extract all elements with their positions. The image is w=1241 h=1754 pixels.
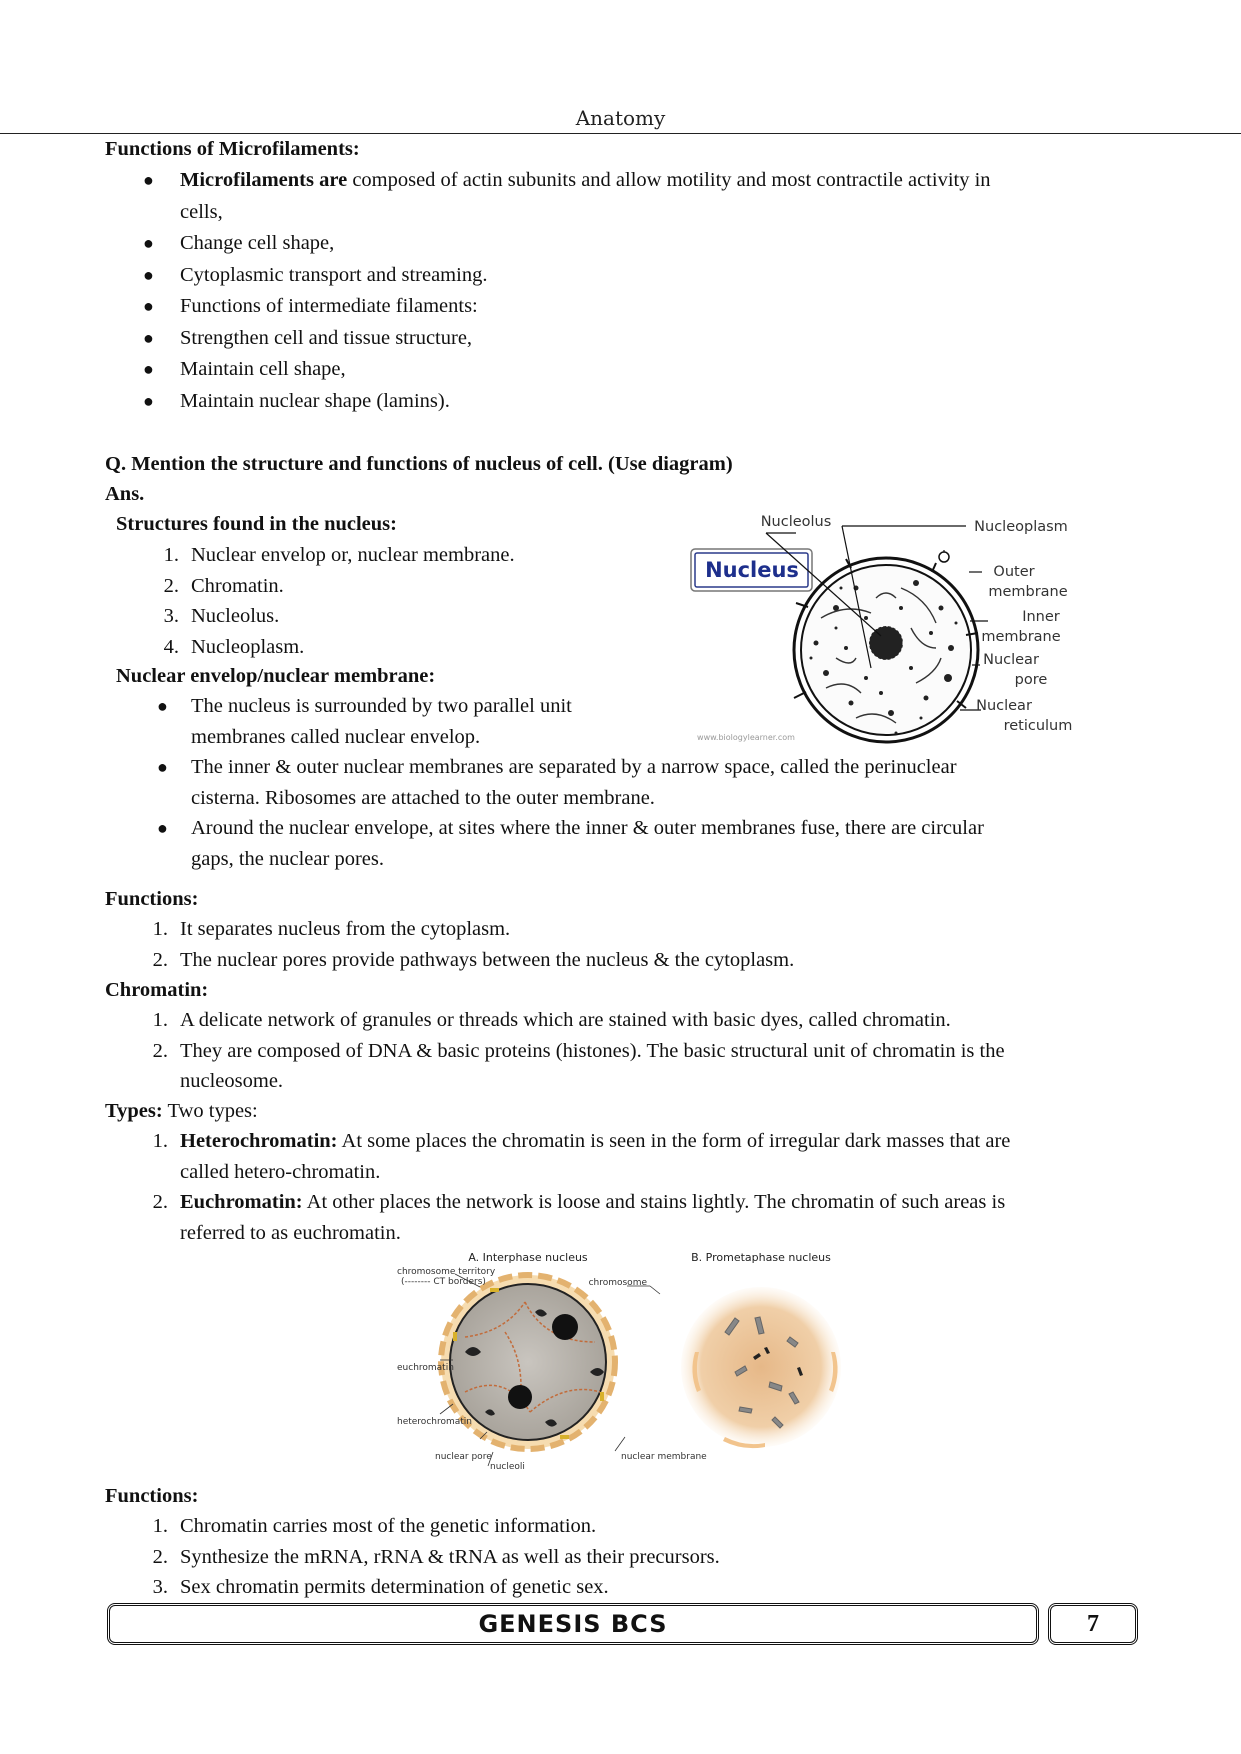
- list-item-text: A delicate network of granules or threads which are stained with basic dyes, called chromatin.: [180, 1009, 951, 1031]
- list-item-text: nucleosome.: [180, 1070, 284, 1092]
- list-item-text: Functions of intermediate filaments:: [180, 295, 478, 317]
- list-item-text: Maintain nuclear shape (lamins).: [180, 389, 450, 412]
- chromatin-heading: Chromatin:: [105, 979, 209, 1001]
- list-item-text: cisterna. Ribosomes are attached to the outer membrane.: [191, 786, 655, 809]
- list-item: 1. It separates nucleus from the cytoplasm.: [152, 918, 511, 940]
- list-item-text: It separates nucleus from the cytoplasm.: [180, 918, 511, 940]
- list-item: ● The nucleus is surrounded by two parallel unit: [157, 695, 572, 717]
- list-item: 1. Chromatin carries most of the genetic information.: [152, 1515, 597, 1537]
- list-item-text: Around the nuclear envelope, at sites where the inner & outer membranes fuse, there are circular: [191, 817, 984, 839]
- list-item-text: The nucleus is surrounded by two parallel unit: [191, 695, 572, 717]
- list-item: 2. The nuclear pores provide pathways between the nucleus & the cytoplasm.: [152, 948, 795, 971]
- label-nuclear-pore: nuclear pore: [435, 1452, 492, 1462]
- label-nucleoplasm: Nucleoplasm: [974, 519, 1068, 535]
- functions-list: [152, 1511, 720, 1603]
- list-item-text: Nuclear envelop or, nuclear membrane.: [191, 544, 515, 566]
- nucleolus-shape: [552, 1314, 578, 1340]
- structures-heading: Structures found in the nucleus:: [116, 513, 397, 535]
- title-prometaphase: B. Prometaphase nucleus: [691, 1251, 831, 1264]
- list-item-text: referred to as euchromatin.: [180, 1221, 401, 1244]
- prometaphase-nucleus: [681, 1287, 841, 1448]
- list-item: 3. Nucleolus.: [163, 605, 280, 627]
- list-item: ● Maintain cell shape,: [143, 358, 346, 380]
- structures-list: [163, 540, 515, 662]
- list-item: 2. Chromatin.: [163, 574, 284, 597]
- list-item-text: membranes called nuclear envelop.: [191, 725, 481, 748]
- list-item-text: Chromatin.: [191, 574, 284, 597]
- label-heterochromatin: heterochromatin: [397, 1417, 472, 1427]
- list-item-text: The inner & outer nuclear membranes are separated by a narrow space, called the perinuclear: [191, 756, 957, 778]
- list-item: ● Cytoplasmic transport and streaming.: [143, 263, 488, 286]
- list-item-continuation: [191, 844, 984, 875]
- running-header: Anatomy: [575, 106, 666, 130]
- label-nucleoli: nucleoli: [490, 1462, 525, 1472]
- types-heading: Types:: [105, 1100, 163, 1122]
- label-nuclear: Nuclear: [983, 652, 1039, 668]
- bold-lead: Microfilaments are: [180, 169, 348, 191]
- microfilaments-heading: Functions of Microfilaments:: [105, 138, 360, 160]
- label-nuclear-reticulum-1: Nuclear: [976, 698, 1032, 714]
- list-item-text: At some places the chromatin is seen in the form of irregular dark masses that are: [337, 1130, 1011, 1152]
- list-item: 4. Nucleoplasm.: [163, 635, 305, 658]
- functions-heading: Functions:: [105, 888, 199, 910]
- chromatin-diagram: [395, 1242, 855, 1474]
- page-number: 7: [1048, 1603, 1138, 1645]
- list-item-text: Cytoplasmic transport and streaming.: [180, 263, 488, 286]
- list-item-continuation: [180, 197, 991, 229]
- label-ct-borders: (-------- CT borders): [401, 1277, 486, 1287]
- label-nuclear-membrane: nuclear membrane: [621, 1452, 707, 1462]
- list-item-text: cells,: [180, 200, 223, 223]
- list-item-text: Change cell shape,: [180, 232, 335, 254]
- label-chromosome: chromosome: [588, 1278, 647, 1288]
- list-item: ● The inner & outer nuclear membranes are separated by a narrow space, called the perinuclear: [157, 756, 957, 778]
- list-item: ● Functions of intermediate filaments:: [143, 295, 478, 317]
- nucleus-title: Nucleus: [705, 558, 799, 582]
- list-item: ● Maintain nuclear shape (lamins).: [143, 389, 450, 412]
- nucleus-diagram: [686, 508, 1086, 744]
- title-interphase: A. Interphase nucleus: [468, 1251, 588, 1264]
- types-line: [105, 1096, 258, 1126]
- list-item-text: called hetero-chromatin.: [180, 1160, 381, 1183]
- list-item: ● Around the nuclear envelope, at sites where the inner & outer membranes fuse, there are circular: [157, 817, 984, 839]
- microfilaments-list: [143, 165, 991, 417]
- label-euchromatin: euchromatin: [397, 1363, 454, 1373]
- list-item-text: composed of actin subunits and allow motility and most contractile activity in: [347, 169, 991, 191]
- nucleus-drawing: [794, 552, 978, 742]
- list-item-continuation: [180, 1157, 1010, 1188]
- list-item: 1. Heterochromatin: At some places the chromatin is seen in the form of irregular dark masses that are: [152, 1130, 1011, 1152]
- label-pore: pore: [1014, 672, 1048, 688]
- list-item: 3. Sex chromatin permits determination of genetic sex.: [152, 1576, 609, 1598]
- functions-list: [152, 914, 795, 975]
- label-nucleolus: Nucleolus: [760, 514, 832, 530]
- list-item: 2. Synthesize the mRNA, rRNA & tRNA as well as their precursors.: [152, 1545, 720, 1568]
- functions-heading: Functions:: [105, 1485, 199, 1507]
- list-item: ● Microfilaments are composed of actin subunits and allow motility and most contractile activity in: [143, 169, 991, 191]
- label-chromosome-territory: chromosome territory: [397, 1267, 496, 1277]
- list-item: ● Change cell shape,: [143, 232, 335, 254]
- chromatin-list: [152, 1005, 1005, 1097]
- list-item: ● Strengthen cell and tissue structure,: [143, 326, 473, 349]
- label-outer: Outer: [993, 564, 1035, 580]
- envelope-heading: Nuclear envelop/nuclear membrane:: [116, 665, 436, 687]
- types-text: Two types:: [162, 1100, 258, 1122]
- label-outer-membrane: membrane: [988, 584, 1068, 600]
- bold-lead: Heterochromatin:: [180, 1130, 338, 1152]
- list-item: 2. They are composed of DNA & basic proteins (histones). The basic structural unit of chromatin is the: [152, 1039, 1005, 1062]
- list-item-continuation: [180, 1066, 1005, 1097]
- bold-lead: Euchromatin:: [180, 1191, 303, 1213]
- types-list: [152, 1126, 1011, 1248]
- list-item-continuation: [191, 783, 984, 814]
- list-item-text: Chromatin carries most of the genetic information.: [180, 1515, 597, 1537]
- label-inner: Inner: [1022, 609, 1060, 625]
- list-item-text: At other places the network is loose and stains lightly. The chromatin of such areas is: [302, 1191, 1006, 1213]
- footer-title: GENESIS BCS: [478, 1610, 668, 1638]
- diagram-watermark: www.biologylearner.com: [697, 733, 795, 742]
- nucleolus-shape: [508, 1385, 532, 1409]
- question-text: Q. Mention the structure and functions of nucleus of cell. (Use diagram): [105, 453, 733, 475]
- answer-label: Ans.: [105, 483, 145, 505]
- label-inner-membrane: membrane: [981, 629, 1061, 645]
- list-item-text: The nuclear pores provide pathways between the nucleus & the cytoplasm.: [180, 948, 795, 971]
- list-item-text: Maintain cell shape,: [180, 358, 346, 380]
- list-item: 1. A delicate network of granules or threads which are stained with basic dyes, called chromatin.: [152, 1009, 951, 1031]
- list-item: 1. Nuclear envelop or, nuclear membrane.: [163, 544, 515, 566]
- list-item-text: Nucleolus.: [191, 605, 280, 627]
- list-item-text: Synthesize the mRNA, rRNA & tRNA as well as their precursors.: [180, 1545, 720, 1568]
- list-item-text: gaps, the nuclear pores.: [191, 847, 384, 870]
- list-item-text: Sex chromatin permits determination of genetic sex.: [180, 1576, 609, 1598]
- list-item: 2. Euchromatin: At other places the network is loose and stains lightly. The chromatin of such areas is: [152, 1191, 1006, 1213]
- label-nuclear-reticulum-2: reticulum: [1003, 718, 1073, 734]
- list-item-text: They are composed of DNA & basic proteins (histones). The basic structural unit of chromatin is the: [180, 1039, 1005, 1062]
- list-item-text: Strengthen cell and tissue structure,: [180, 326, 473, 349]
- list-item-text: Nucleoplasm.: [191, 635, 305, 658]
